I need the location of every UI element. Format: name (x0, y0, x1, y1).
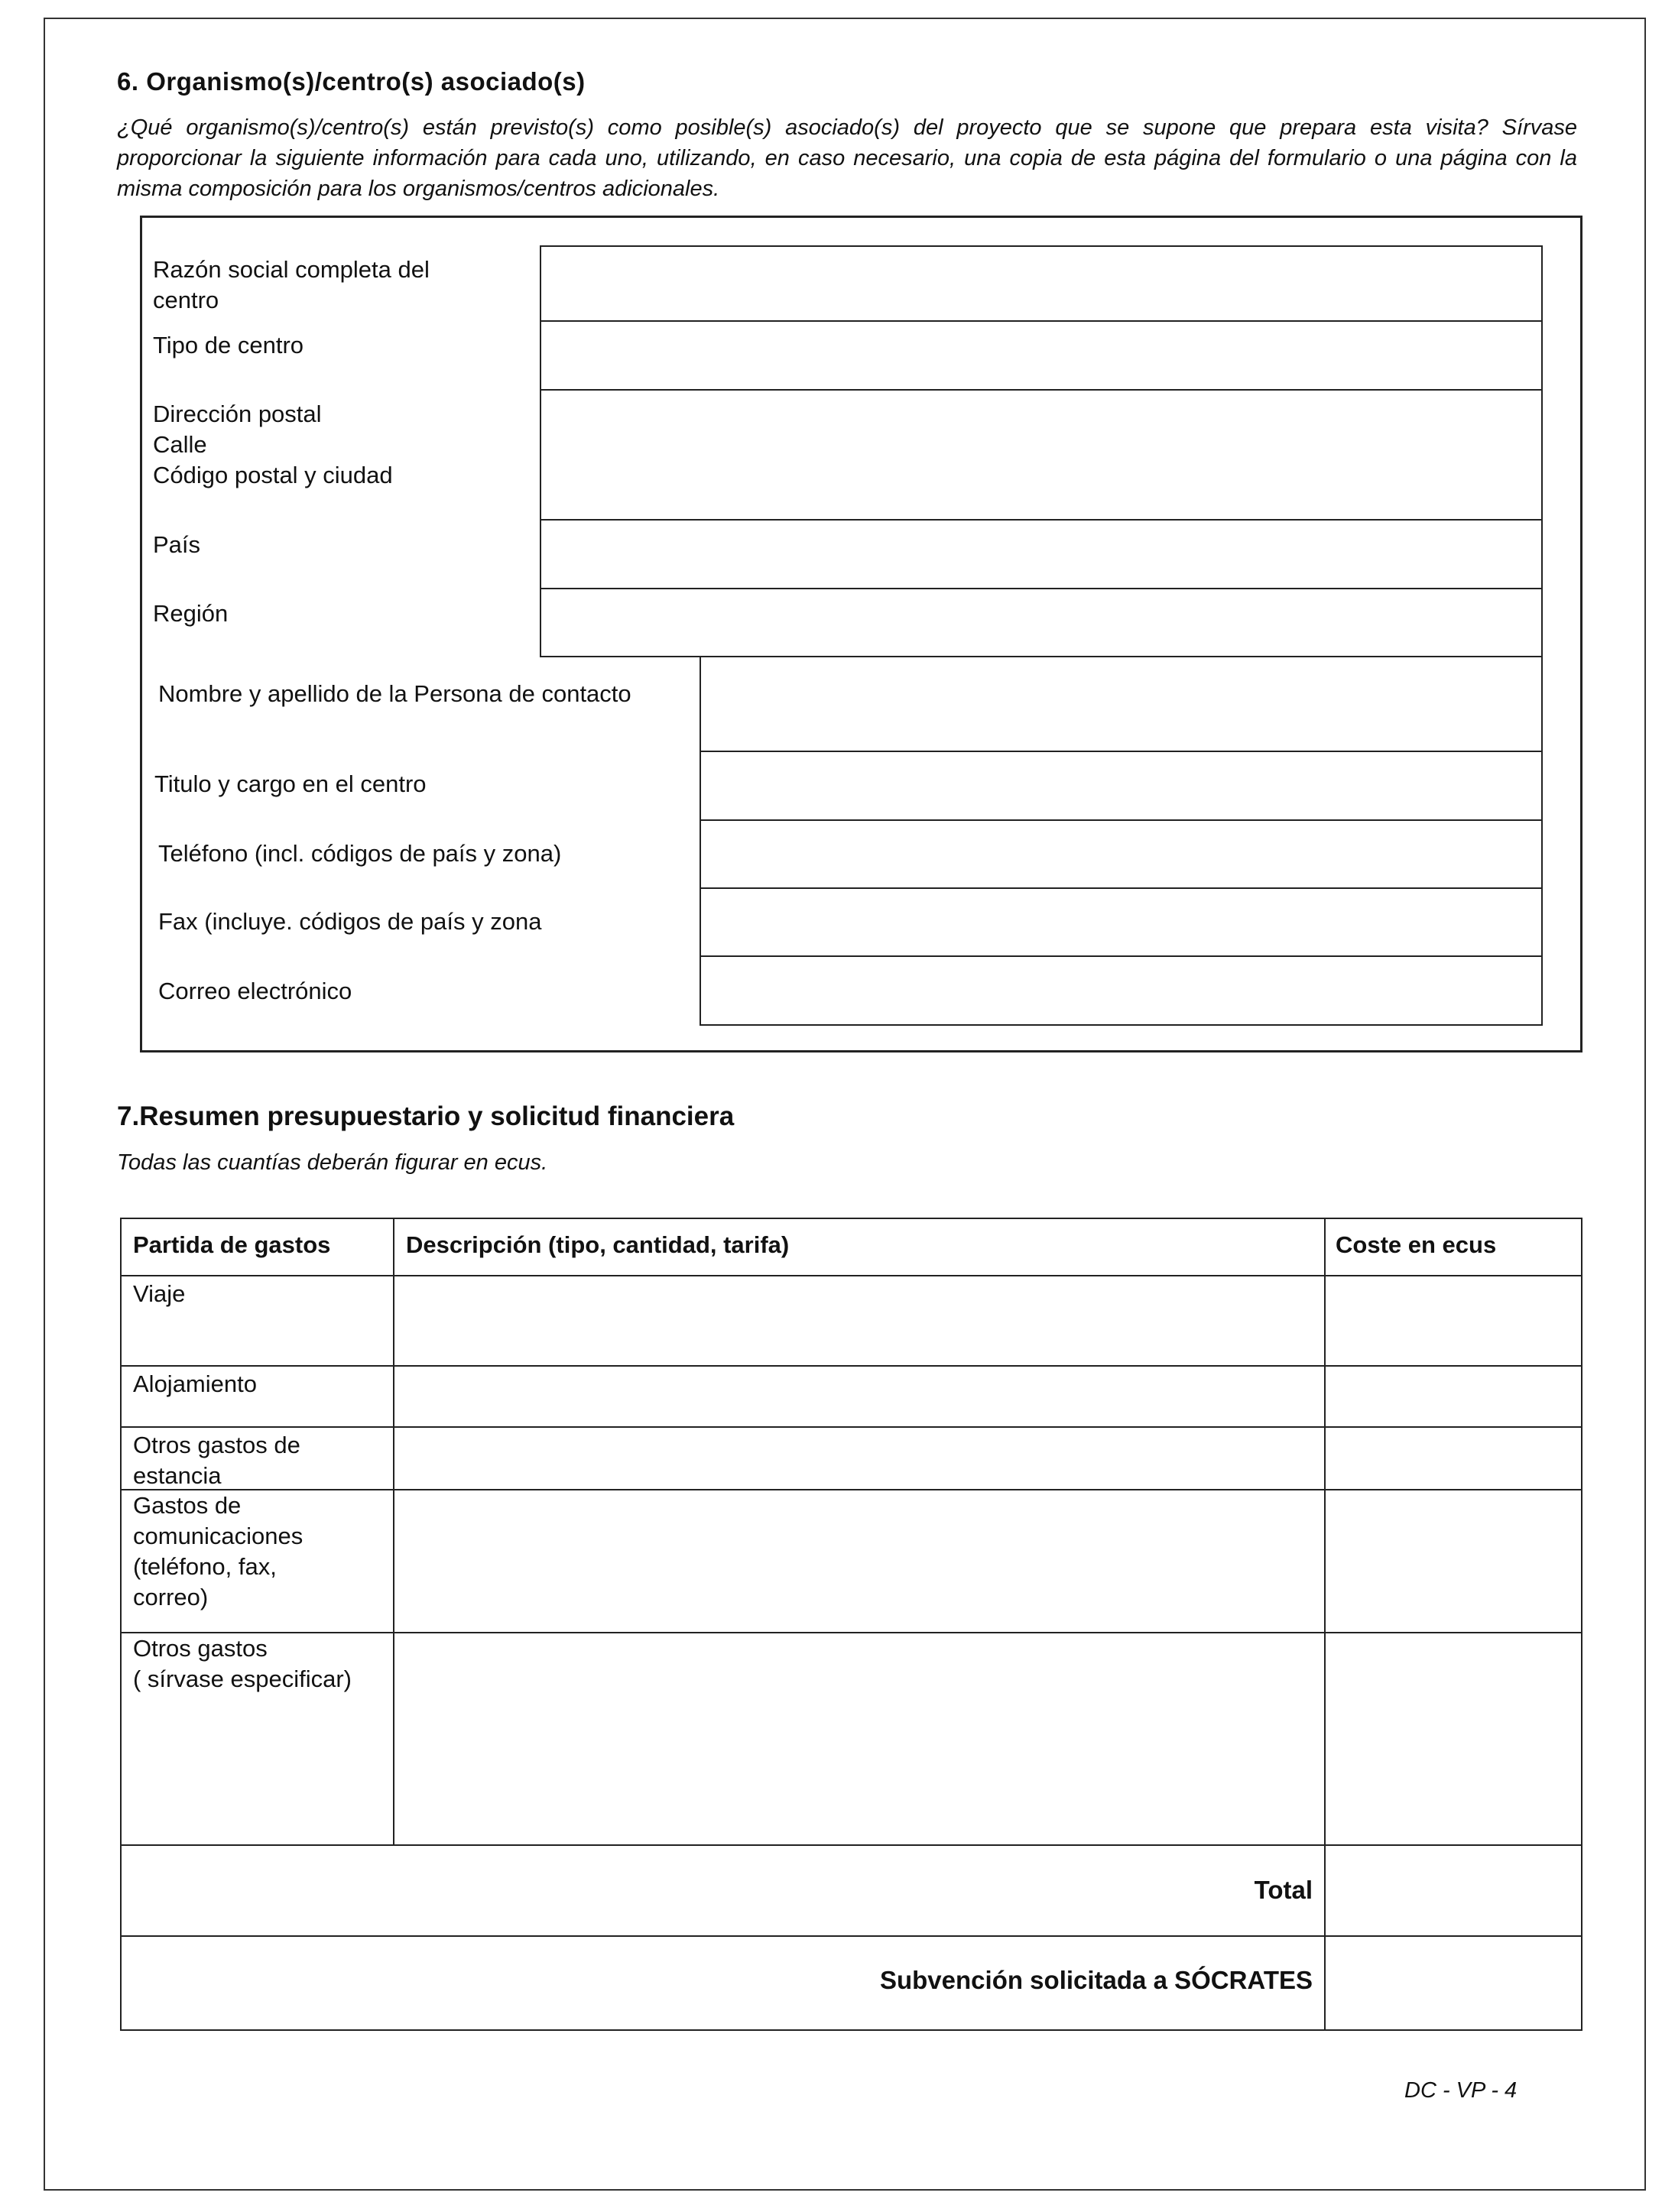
input-persona-contacto[interactable] (700, 656, 1543, 752)
input-subvencion[interactable] (1325, 1935, 1581, 2029)
input-direccion[interactable] (540, 389, 1543, 521)
input-alojamiento-coste[interactable] (1325, 1365, 1581, 1424)
label-direccion: Dirección postal Calle Código postal y ciudad (153, 401, 393, 488)
input-otros-estancia-descripcion[interactable] (394, 1426, 1321, 1487)
input-comunicaciones-coste[interactable] (1325, 1489, 1581, 1630)
input-correo[interactable] (700, 955, 1543, 1026)
input-viaje-descripcion[interactable] (394, 1275, 1321, 1363)
row-alojamiento: Alojamiento (133, 1370, 257, 1397)
input-fax[interactable] (700, 887, 1543, 957)
label-fax: Fax (incluye. códigos de país y zona (158, 908, 542, 935)
label-persona-contacto: Nombre y apellido de la Persona de contacto (158, 680, 631, 707)
row-otros-estancia: Otros gastos de estancia (133, 1432, 300, 1489)
row-otros-gastos: Otros gastos ( sírvase especificar) (133, 1635, 352, 1692)
input-comunicaciones-descripcion[interactable] (394, 1489, 1321, 1630)
input-titulo-cargo[interactable] (700, 751, 1543, 821)
label-titulo-cargo: Titulo y cargo en el centro (154, 770, 427, 797)
section-6-title: 6. Organismo(s)/centro(s) asociado(s) (117, 67, 586, 96)
row-viaje: Viaje (133, 1280, 186, 1307)
label-razon-social: Razón social completa del centro (153, 256, 430, 313)
label-correo: Correo electrónico (158, 978, 352, 1004)
section-6-intro: ¿Qué organismo(s)/centro(s) están previsto(s) como posible(s) asociado(s) del proyecto que se supone que prepara esta visita? Sírvase proporcionar la siguiente información para cada uno, utilizando, en caso necesario, una copia de esta página del formulario o una página con la misma composición para los organismos/centros adicionales. (117, 115, 1577, 201)
label-region: Región (153, 600, 229, 627)
label-telefono: Teléfono (incl. códigos de país y zona) (158, 840, 562, 867)
input-telefono[interactable] (700, 819, 1543, 889)
input-alojamiento-descripcion[interactable] (394, 1365, 1321, 1424)
input-otros-estancia-coste[interactable] (1325, 1426, 1581, 1487)
input-tipo-centro[interactable] (540, 320, 1543, 391)
input-otros-gastos-coste[interactable] (1325, 1632, 1581, 1842)
page-code: DC - VP - 4 (1404, 2078, 1518, 2103)
input-viaje-coste[interactable] (1325, 1275, 1581, 1363)
row-comunicaciones: Gastos de comunicaciones (teléfono, fax, correo) (133, 1492, 304, 1610)
header-coste: Coste en ecus (1336, 1231, 1497, 1258)
section-7-note: Todas las cuantías deberán figurar en ecus. (117, 1150, 548, 1175)
input-otros-gastos-descripcion[interactable] (394, 1632, 1321, 1842)
input-pais[interactable] (540, 519, 1543, 589)
input-razon-social[interactable] (540, 245, 1543, 322)
input-region[interactable] (540, 588, 1543, 657)
header-descripcion: Descripción (tipo, cantidad, tarifa) (406, 1231, 790, 1258)
total-label: Total (1254, 1876, 1313, 1904)
input-total[interactable] (1325, 1844, 1581, 1933)
header-partida: Partida de gastos (133, 1231, 331, 1258)
label-pais: País (153, 531, 201, 558)
label-tipo-centro: Tipo de centro (153, 332, 304, 358)
subvencion-label: Subvención solicitada a SÓCRATES (879, 1966, 1313, 1994)
section-7-title: 7.Resumen presupuestario y solicitud financiera (117, 1101, 735, 1131)
